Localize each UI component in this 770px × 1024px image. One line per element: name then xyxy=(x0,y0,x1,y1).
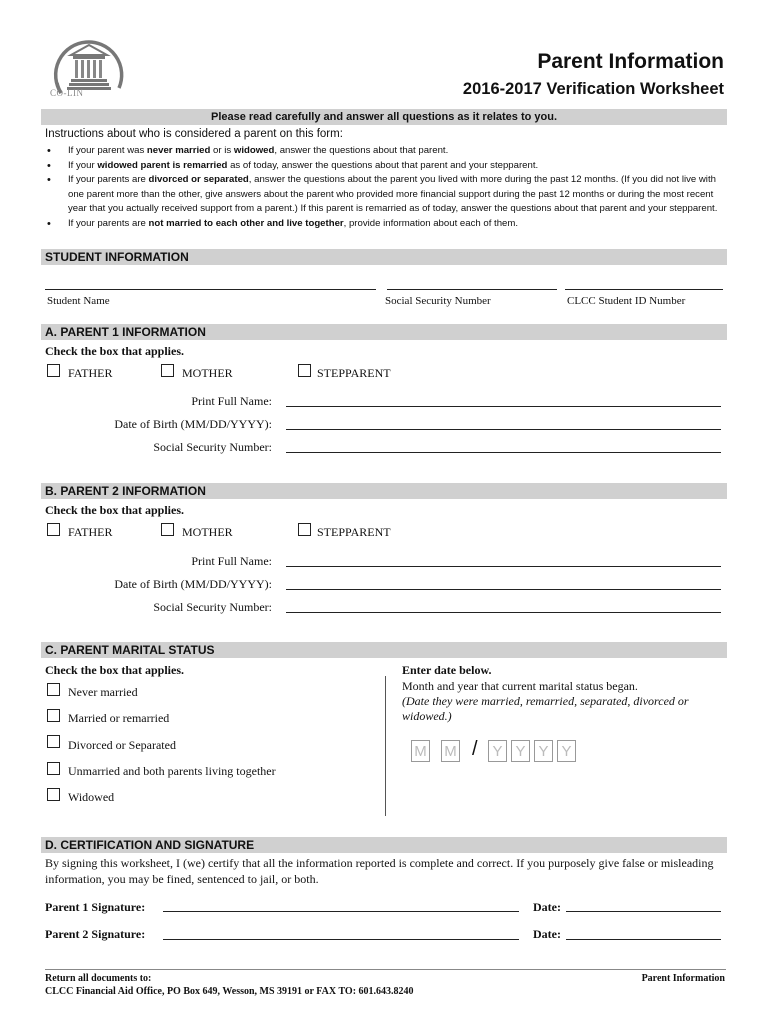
parent2-section-header: B. PARENT 2 INFORMATION xyxy=(41,483,727,499)
divorced-checkbox[interactable] xyxy=(47,735,60,748)
parent1-ssn-label: Social Security Number: xyxy=(153,440,272,454)
parent1-mother-checkbox[interactable] xyxy=(161,364,174,377)
parent2-father-checkbox[interactable] xyxy=(47,523,60,536)
married-checkbox[interactable] xyxy=(47,709,60,722)
student-name-label: Student Name xyxy=(47,295,110,307)
parent1-father-checkbox[interactable] xyxy=(47,364,60,377)
month-digit-1[interactable]: M xyxy=(411,740,430,762)
never-married-checkbox[interactable] xyxy=(47,683,60,696)
parent2-stepparent-label: STEPPARENT xyxy=(317,525,391,539)
date-heading: Enter date below. xyxy=(402,663,492,677)
parent1-signature-field[interactable] xyxy=(163,911,519,912)
parent1-stepparent-checkbox[interactable] xyxy=(298,364,311,377)
certification-section-header: D. CERTIFICATION AND SIGNATURE xyxy=(41,837,727,853)
date-note: (Date they were married, remarried, separated, divorced or widowed.) xyxy=(402,694,689,723)
student-ssn-label: Social Security Number xyxy=(385,295,491,307)
year-digit-2[interactable]: Y xyxy=(511,740,530,762)
parent2-dob-field[interactable] xyxy=(286,589,721,590)
parent1-stepparent-label: STEPPARENT xyxy=(317,366,391,380)
divorced-label: Divorced or Separated xyxy=(68,738,176,752)
parent1-mother-label: MOTHER xyxy=(182,366,233,380)
student-id-field[interactable] xyxy=(565,289,723,290)
parent1-name-label: Print Full Name: xyxy=(191,394,272,408)
year-digit-4[interactable]: Y xyxy=(557,740,576,762)
parent1-signature-label: Parent 1 Signature: xyxy=(45,900,146,914)
parent1-dob-field[interactable] xyxy=(286,429,721,430)
page-subtitle: 2016-2017 Verification Worksheet xyxy=(462,80,724,98)
date-description: Month and year that current marital status began. xyxy=(402,679,638,693)
parent1-father-label: FATHER xyxy=(68,366,113,380)
notice-text: Please read carefully and answer all questions as it relates to you. xyxy=(210,111,558,123)
month-digit-2[interactable]: M xyxy=(441,740,460,762)
year-digit-1[interactable]: Y xyxy=(488,740,507,762)
student-name-field[interactable] xyxy=(45,289,376,290)
parent2-signature-field[interactable] xyxy=(163,939,519,940)
column-divider xyxy=(385,676,386,816)
parent2-date-field[interactable] xyxy=(566,939,721,940)
parent2-dob-label: Date of Birth (MM/DD/YYYY): xyxy=(114,577,272,591)
instruction-item: • If your parent was never married or is widowed, answer the questions about that parent. xyxy=(45,144,730,159)
instruction-item: • If your widowed parent is remarried as of today, answer the questions about that parent and your stepparent. xyxy=(45,159,730,174)
parent2-name-label: Print Full Name: xyxy=(191,554,272,568)
parent1-date-field[interactable] xyxy=(566,911,721,912)
student-ssn-field[interactable] xyxy=(387,289,557,290)
instructions-intro: Instructions about who is considered a parent on this form: xyxy=(45,128,343,140)
footer-return-label: Return all documents to: xyxy=(45,973,152,984)
parent2-mother-checkbox[interactable] xyxy=(161,523,174,536)
page-title: Parent Information xyxy=(537,50,724,73)
marital-section-header: C. PARENT MARITAL STATUS xyxy=(41,642,727,658)
parent1-date-label: Date: xyxy=(533,900,561,914)
instruction-item: • If your parents are not married to each other and live together, provide information about each of them. xyxy=(45,217,730,232)
parent2-check-label: Check the box that applies. xyxy=(45,503,185,517)
instructions-list xyxy=(45,144,730,232)
student-id-label: CLCC Student ID Number xyxy=(567,295,686,307)
year-digit-3[interactable]: Y xyxy=(534,740,553,762)
parent2-ssn-field[interactable] xyxy=(286,612,721,613)
parent1-dob-label: Date of Birth (MM/DD/YYYY): xyxy=(114,417,272,431)
notice-bar xyxy=(41,109,727,125)
logo-text: CO-LIN xyxy=(50,88,84,98)
footer-page-title: Parent Information xyxy=(641,973,725,984)
parent2-stepparent-checkbox[interactable] xyxy=(298,523,311,536)
marital-check-label: Check the box that applies. xyxy=(45,663,185,677)
footer-address: CLCC Financial Aid Office, PO Box 649, Wesson, MS 39191 or FAX TO: 601.643.8240 xyxy=(45,986,414,997)
parent1-section-header: A. PARENT 1 INFORMATION xyxy=(41,324,727,340)
widowed-label: Widowed xyxy=(68,790,115,804)
instruction-item: • If your parents are divorced or separated, answer the questions about the parent you lived with more during the past 12 months. (If you did not live with one parent more than the other, give answers about the parent who provided more financial support during the past 12 months or during the most recent year that you actually received support from a parent.) If this parent is remarried as of today, answer the questions about that parent and your stepparent. xyxy=(45,173,730,217)
parent1-ssn-field[interactable] xyxy=(286,452,721,453)
married-label: Married or remarried xyxy=(68,711,170,725)
date-separator: / xyxy=(472,738,478,760)
parent2-name-field[interactable] xyxy=(286,566,721,567)
parent2-father-label: FATHER xyxy=(68,525,113,539)
parent2-ssn-label: Social Security Number: xyxy=(153,600,272,614)
footer-divider xyxy=(45,969,726,970)
parent2-signature-label: Parent 2 Signature: xyxy=(45,927,146,941)
parent1-name-field[interactable] xyxy=(286,406,721,407)
unmarried-together-checkbox[interactable] xyxy=(47,762,60,775)
certification-text: By signing this worksheet, I (we) certify that all the information reported is complete and correct. If you purposely give false or misleading information, you may be fined, sentenced to jail, or both. xyxy=(45,856,714,886)
parent2-mother-label: MOTHER xyxy=(182,525,233,539)
parent2-date-label: Date: xyxy=(533,927,561,941)
never-married-label: Never married xyxy=(68,685,138,699)
student-section-header: STUDENT INFORMATION xyxy=(41,249,727,265)
unmarried-together-label: Unmarried and both parents living together xyxy=(68,764,276,778)
parent1-check-label: Check the box that applies. xyxy=(45,344,185,358)
widowed-checkbox[interactable] xyxy=(47,788,60,801)
